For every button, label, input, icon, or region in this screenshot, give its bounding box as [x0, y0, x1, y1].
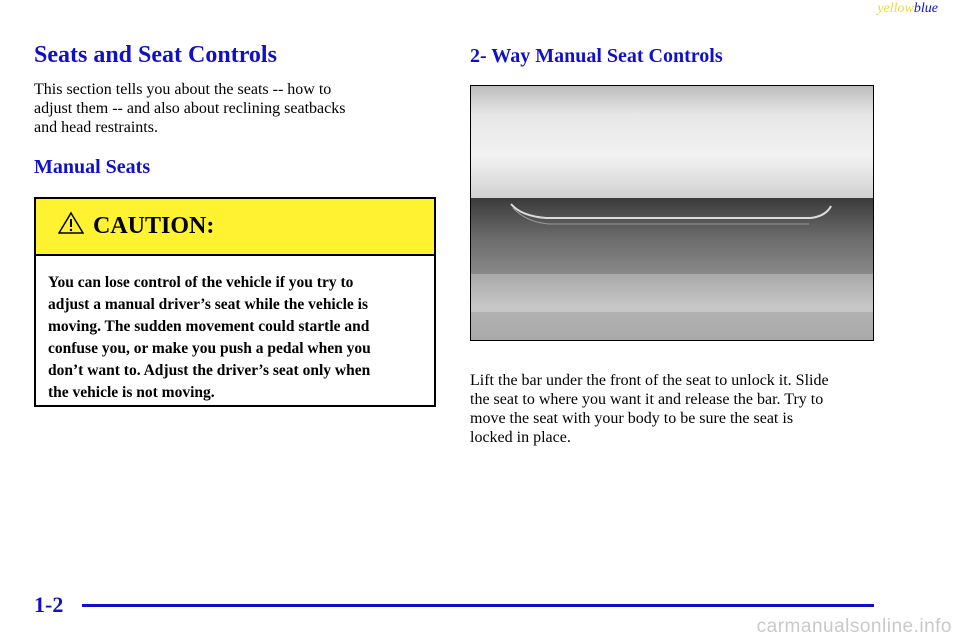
caution-line: the vehicle is not moving.: [48, 384, 215, 401]
caution-line: don’t want to. Adjust the driver’s seat only when: [48, 362, 371, 379]
caution-body: [36, 256, 434, 404]
caution-header: [36, 199, 434, 256]
page-title: Seats and Seat Controls: [34, 42, 277, 68]
intro-line: This section tells you about the seats -- how to: [34, 81, 332, 98]
intro-line: and head restraints.: [34, 119, 158, 136]
color-tag: [877, 1, 938, 17]
seat-bar-illustration: [471, 86, 874, 341]
footer-rule: [82, 604, 874, 607]
caution-line: moving. The sudden movement could startle and: [48, 318, 370, 335]
intro-line: adjust them -- and also about reclining seatbacks: [34, 100, 346, 117]
page-number: 1-2: [34, 592, 64, 617]
left-column: [34, 40, 442, 407]
caution-line: adjust a manual driver’s seat while the vehicle is: [48, 296, 369, 313]
intro-paragraph: [34, 80, 394, 137]
instruction-paragraph: [470, 371, 880, 447]
caution-line: confuse you, or make you push a pedal when you: [48, 340, 371, 357]
section-heading-seat-controls: 2- Way Manual Seat Controls: [470, 45, 723, 67]
watermark: carmanualsonline.info: [756, 616, 952, 637]
caution-line: You can lose control of the vehicle if you try to: [48, 274, 354, 291]
instruction-line: the seat to where you want it and release the bar. Try to: [470, 391, 824, 408]
instruction-line: Lift the bar under the front of the seat to unlock it. Slide: [470, 372, 829, 389]
instruction-line: locked in place.: [470, 429, 571, 446]
section-heading-manual-seats: Manual Seats: [34, 156, 151, 178]
color-tag-blue: blue: [913, 1, 938, 16]
instruction-line: move the seat with your body to be sure the seat is: [470, 410, 794, 427]
warning-triangle-icon: [58, 211, 84, 235]
caution-title: CAUTION:: [93, 213, 215, 239]
right-column: [470, 40, 880, 446]
seat-control-photo: [470, 85, 874, 341]
color-tag-yellow: yellow: [877, 1, 914, 16]
caution-box: [34, 197, 436, 407]
